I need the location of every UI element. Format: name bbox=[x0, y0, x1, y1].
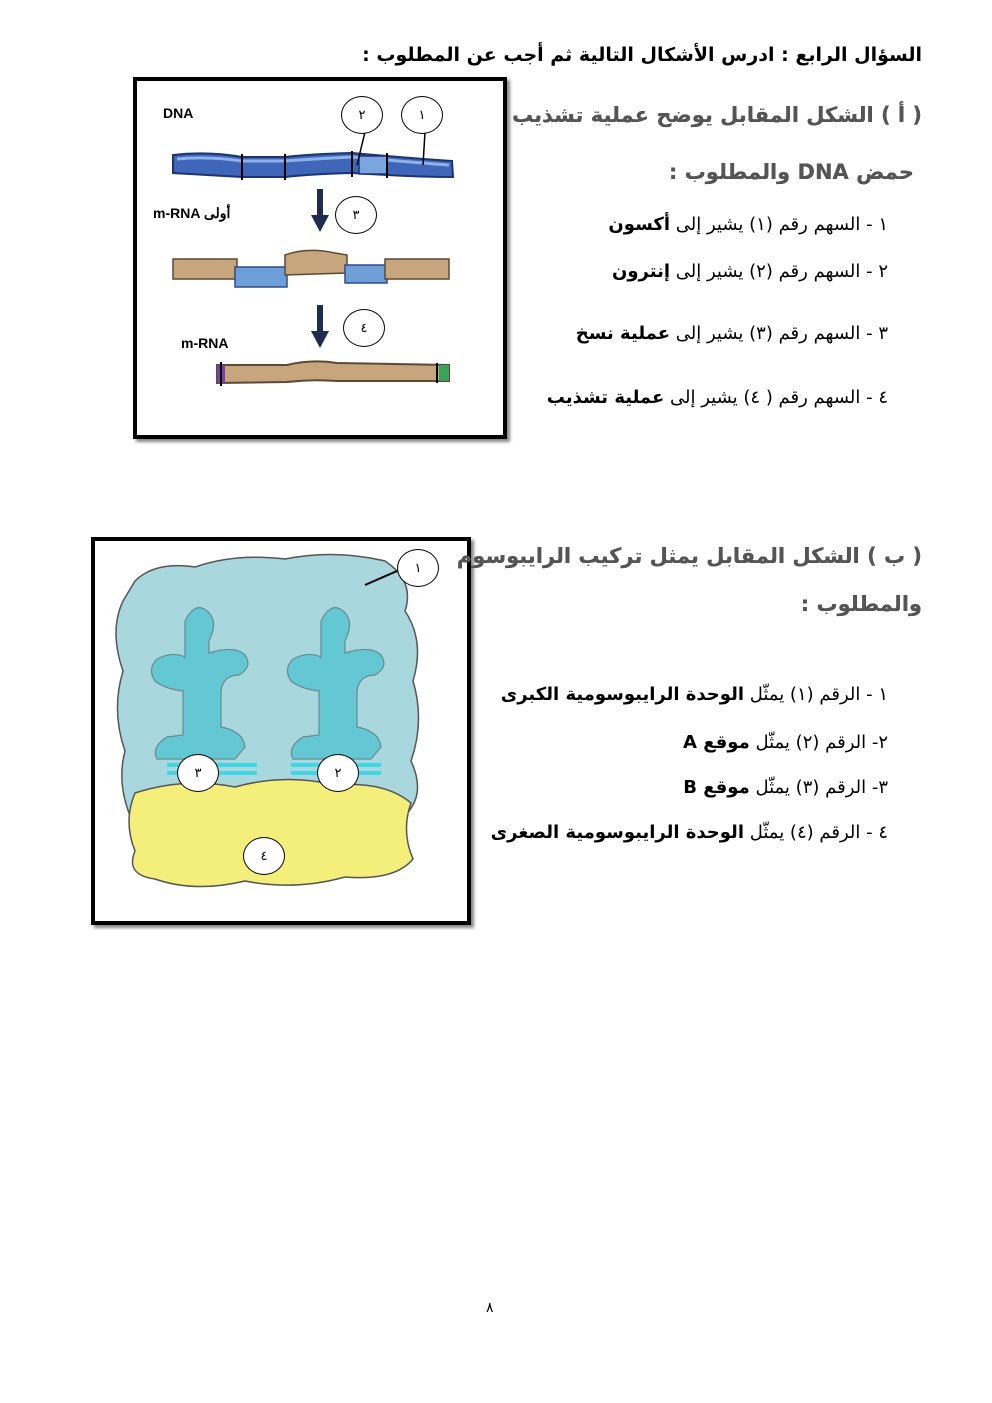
part-b-item-1 bbox=[501, 684, 888, 705]
part-a-item-3-answer: عملية نسخ bbox=[575, 323, 671, 344]
marker-circle-4: ٤ bbox=[343, 309, 385, 347]
part-b-item-4-prefix: ٤ - الرقم (٤) يمثّل bbox=[749, 822, 888, 843]
part-b-item-4-answer: الوحدة الرايبوسومية الصغرى bbox=[490, 822, 744, 843]
part-b-item-1-prefix: ١ - الرقم (١) يمثّل bbox=[749, 684, 888, 705]
marker-circle-2: ٢ bbox=[341, 96, 383, 134]
part-a-item-2-answer: إنترون bbox=[612, 261, 671, 282]
part-b-heading: ( ب ) الشكل المقابل يمثل تركيب الرايبوسوم bbox=[456, 544, 922, 568]
part-a-item-4-answer: عملية تشذيب bbox=[546, 387, 665, 408]
part-a-item-1-answer: أكسون bbox=[608, 214, 671, 235]
figure-a-frame bbox=[133, 77, 507, 439]
part-a-item-3 bbox=[576, 323, 888, 344]
part-a-item-4-prefix: ٤ - السهم رقم ( ٤) يشير إلى bbox=[670, 387, 888, 408]
part-a-subheading: حمض DNA والمطلوب : bbox=[669, 160, 914, 184]
marker-circle-1: ١ bbox=[401, 96, 443, 134]
ribosome-marker-3: ٣ bbox=[177, 754, 219, 792]
page-number: ٨ bbox=[486, 1300, 494, 1316]
part-a-item-4 bbox=[547, 387, 888, 408]
part-b-item-3-prefix: ٣- الرقم (٣) يمثّل bbox=[755, 777, 888, 798]
marker-circle-3: ٣ bbox=[335, 196, 377, 234]
arrow-splicing bbox=[311, 305, 329, 348]
part-b-subheading: والمطلوب : bbox=[800, 592, 922, 616]
part-b-item-3 bbox=[683, 777, 888, 798]
part-a-item-3-prefix: ٣ - السهم رقم (٣) يشير إلى bbox=[675, 323, 888, 344]
mrna-label: m-RNA bbox=[181, 335, 229, 351]
question-instruction: ادرس الأشكال التالية ثم أجب عن المطلوب bbox=[376, 44, 775, 66]
part-b-item-2-prefix: ٢- الرقم (٢) يمثّل bbox=[755, 732, 888, 753]
question-title bbox=[362, 44, 922, 66]
part-a-item-1-prefix: ١ - السهم رقم (١) يشير إلى bbox=[675, 214, 888, 235]
part-b-item-4 bbox=[491, 822, 888, 843]
ribosome-marker-4: ٤ bbox=[243, 837, 285, 875]
part-a-heading: ( أ ) الشكل المقابل يوضح عملية تشذيب bbox=[511, 103, 922, 127]
part-b-item-2 bbox=[683, 732, 888, 753]
ribosome-marker-2: ٢ bbox=[317, 754, 359, 792]
arrow-transcription bbox=[311, 189, 329, 232]
mrna-primary-label: m-RNA أولى bbox=[153, 205, 231, 221]
ribosome-marker-1: ١ bbox=[397, 549, 439, 587]
question-tail: : bbox=[362, 44, 370, 66]
mature-mrna-strand bbox=[217, 361, 449, 386]
question-label: السؤال الرابع bbox=[795, 44, 922, 66]
figure-b-frame bbox=[91, 537, 471, 925]
part-b-item-3-answer: موقع B bbox=[683, 777, 750, 798]
part-a-item-2-prefix: ٢ - السهم رقم (٢) يشير إلى bbox=[675, 261, 888, 282]
part-b-item-1-answer: الوحدة الرايبوسومية الكبرى bbox=[500, 684, 744, 705]
dna-strand bbox=[173, 151, 453, 180]
question-sep: : bbox=[781, 44, 789, 66]
dna-label: DNA bbox=[163, 105, 194, 121]
part-a-item-2 bbox=[612, 261, 888, 282]
primary-mrna-strand bbox=[173, 250, 449, 287]
part-a-item-1 bbox=[608, 214, 888, 235]
part-b-item-2-answer: موقع A bbox=[683, 732, 750, 753]
splicing-diagram bbox=[137, 81, 503, 435]
